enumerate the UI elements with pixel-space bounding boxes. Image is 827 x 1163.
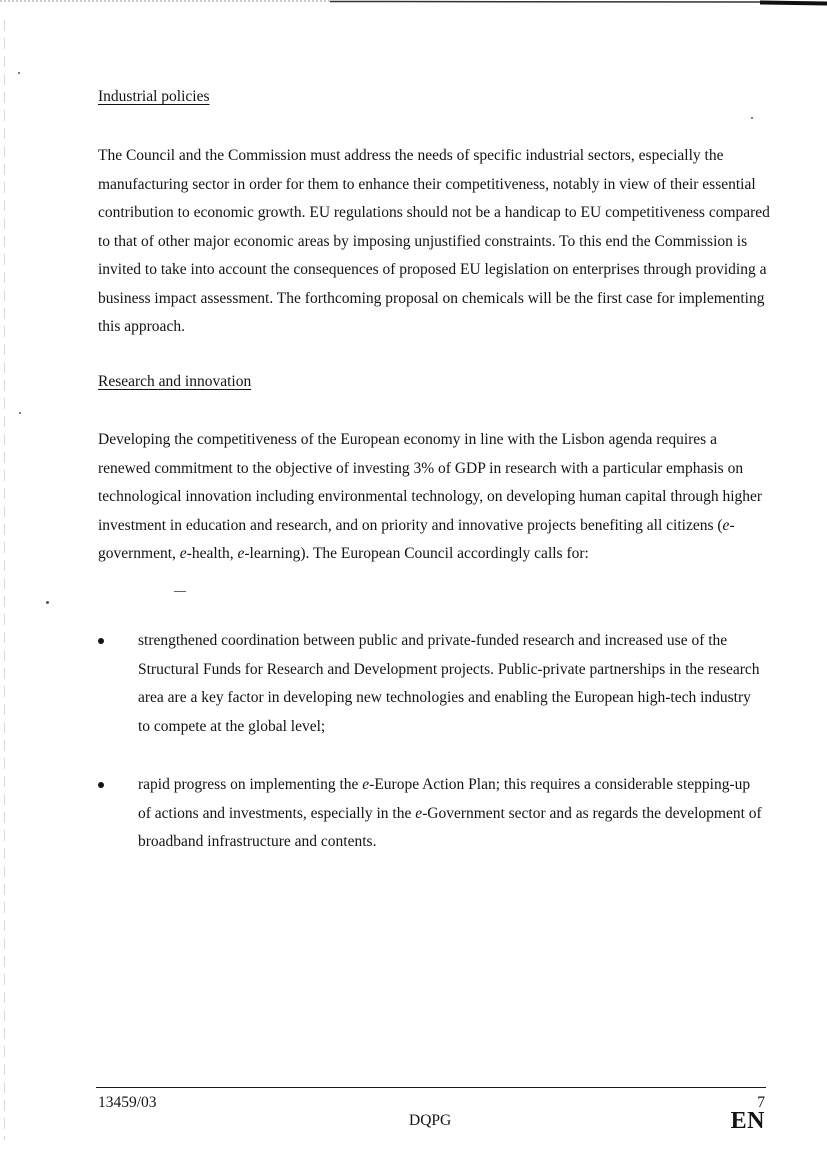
text-run: rapid progress on implementing the [138, 776, 363, 793]
text-run: -health, [186, 545, 238, 562]
text-run-italic: e [722, 516, 730, 534]
top-border-rule [0, 0, 827, 6]
text-run-italic: e [362, 776, 370, 793]
footer-language-code: EN [730, 1108, 765, 1134]
footer-department: DQPG [409, 1112, 452, 1129]
text-run-italic: e [237, 545, 245, 562]
footer-document-reference: 13459/03 [98, 1094, 157, 1111]
list-item-text [138, 771, 764, 857]
text-run: -Europe Action Plan; this requires a considerable stepping-up of actions and investments, especially in the [138, 776, 751, 822]
footer-page-number: 7 [757, 1094, 765, 1111]
scan-mark [174, 591, 186, 592]
scan-speck [18, 72, 20, 74]
text-run: Developing the competitiveness of the European economy in line with the Lisbon agenda requires a renewed commitment to the objective of investing 3% of GDP in research with a particular emphasis on technological innovation including environmental technology, on developing human capital through higher investment in education and research, and on priority and innovative projects benefiting all citizens ( [98, 431, 763, 534]
list-item-text [138, 627, 764, 741]
bullet-icon [98, 638, 104, 644]
scan-speck [46, 601, 49, 604]
text-run: -learning). The European Council accordingly calls for: [244, 545, 589, 562]
scan-speck [751, 117, 753, 119]
section-heading-research-innovation: Research and innovation [98, 373, 252, 390]
text-run-italic: e [179, 545, 187, 562]
scan-margin-line [4, 20, 5, 1140]
paragraph-industrial-policies: The Council and the Commission must address the needs of specific industrial sectors, especially the manufacturing sector in order for them to enhance their competitiveness, notably in view of their essential contribution to economic growth. EU regulations should not be a handicap to EU competitiveness compared to that of other major economic areas by imposing unjustified constraints. To this end the Commission is invited to take into account the consequences of proposed EU legislation on enterprises through providing a business impact assessment. The forthcoming proposal on chemicals will be the first case for implementing this approach. [98, 147, 770, 335]
scan-speck [19, 412, 21, 414]
footer-rule [96, 1087, 766, 1088]
text-run: -government, [98, 516, 735, 562]
paragraph-research-intro [98, 426, 770, 569]
bullet-icon [98, 782, 104, 788]
text-run-italic: e [415, 804, 423, 822]
text-run: -Government sector and as regards the development of broadband infrastructure and contents. [138, 804, 762, 850]
section-heading-industrial-policies: Industrial policies [98, 88, 210, 105]
text-run: strengthened coordination between public and private-funded research and increased use of the Structural Funds for Research and Development projects. Public-private partnerships in the research area are a key factor in developing new technologies and enabling the European high-tech industry to compete at the global level; [138, 632, 760, 735]
